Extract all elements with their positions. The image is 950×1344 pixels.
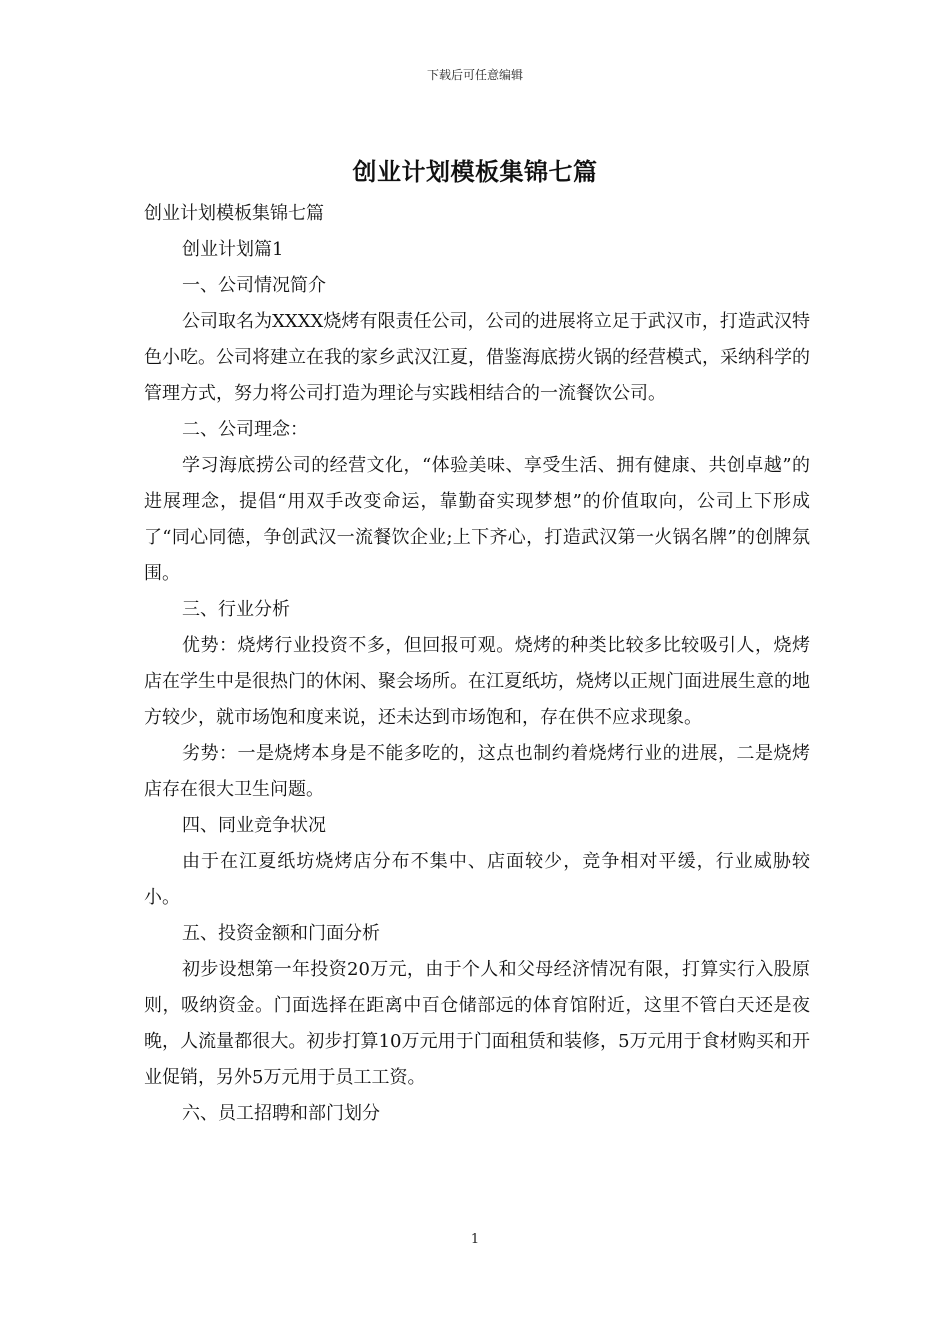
document-title: 创业计划模板集锦七篇 — [352, 158, 598, 186]
document-body — [144, 196, 810, 1132]
paragraph-company-philosophy: 学习海底捞公司的经营文化，“体验美味、享受生活、拥有健康、共创卓越”的进展理念，提倡“用双手改变命运，靠勤奋实现梦想”的价值取向，公司上下形成了“同心同德，争创武汉一流餐饮企业;上下齐心，打造武汉第一火锅名牌”的创牌氛围。 — [144, 455, 810, 584]
paragraph-investment: 初步设想第一年投资20万元，由于个人和父母经济情况有限，打算实行入股原则，吸纳资金。门面选择在距离中百仓储部远的体育馆附近，这里不管白天还是夜晚，人流量都很大。初步打算10万元用于门面租赁和装修，5万元用于食材购买和开业促销，另外5万元用于员工工资。 — [144, 959, 810, 1088]
section-heading-company-intro: 一、公司情况简介 — [182, 275, 326, 296]
paragraph-strengths: 优势：烧烤行业投资不多，但回报可观。烧烤的种类比较多比较吸引人，烧烤店在学生中是很热门的休闲、聚会场所。在江夏纸坊，烧烤以正规门面进展生意的地方较少，就市场饱和度来说，还未达到市场饱和，存在供不应求现象。 — [144, 635, 810, 728]
section-heading-staffing: 六、员工招聘和部门划分 — [182, 1103, 380, 1124]
paragraph-competition: 由于在江夏纸坊烧烤店分布不集中、店面较少，竞争相对平缓，行业威胁较小。 — [144, 851, 810, 908]
page-number: 1 — [470, 1232, 480, 1247]
section-plan-heading: 创业计划篇1 — [182, 239, 284, 260]
section-heading-company-philosophy: 二、公司理念： — [182, 419, 308, 440]
section-heading-investment: 五、投资金额和门面分析 — [182, 923, 380, 944]
paragraph-company-intro: 公司取名为XXXX烧烤有限责任公司，公司的进展将立足于武汉市，打造武汉特色小吃。公司将建立在我的家乡武汉江夏，借鉴海底捞火锅的经营模式，采纳科学的管理方式，努力将公司打造为理论与实践相结合的一流餐饮公司。 — [144, 311, 810, 404]
page-header-note: 下载后可任意编辑 — [426, 68, 523, 82]
section-heading-competition: 四、同业竞争状况 — [182, 815, 326, 836]
document-subtitle: 创业计划模板集锦七篇 — [144, 203, 324, 224]
paragraph-weaknesses: 劣势：一是烧烤本身是不能多吃的，这点也制约着烧烤行业的进展，二是烧烤店存在很大卫生问题。 — [144, 743, 810, 800]
section-heading-industry-analysis: 三、行业分析 — [182, 599, 290, 620]
